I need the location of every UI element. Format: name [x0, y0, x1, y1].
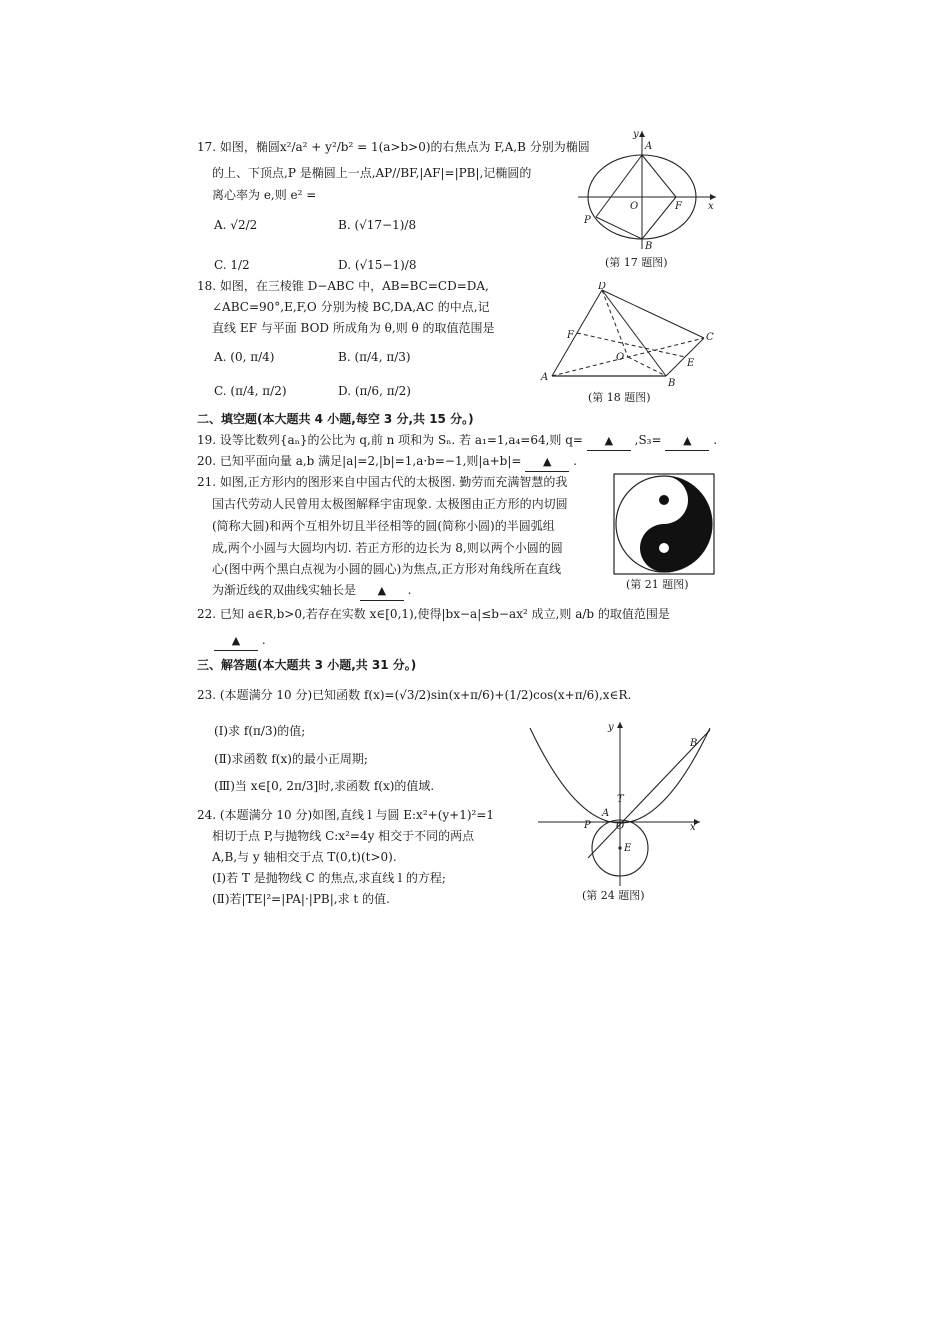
answer-mark: ▲ — [683, 434, 692, 447]
fig24-label-a: A — [602, 808, 610, 819]
fig17-label-y: y — [633, 129, 639, 140]
q18-line3: 直线 EF 与平面 BOD 所成角为 θ,则 θ 的取值范围是 — [212, 321, 495, 335]
q21-line5: 心(图中两个黑白点视为小圆的圆心)为焦点,正方形对角线所在直线 — [212, 562, 562, 576]
q18-option-d: D. (π/6, π/2) — [338, 384, 411, 398]
q21-text-post: . — [407, 583, 412, 597]
section-2-heading: 二、填空题(本大题共 4 小题,每空 3 分,共 15 分。) — [197, 412, 474, 426]
figure-21-caption: (第 21 题图) — [626, 578, 689, 591]
q24-part-1: (Ⅰ)若 T 是抛物线 C 的焦点,求直线 l 的方程; — [212, 871, 446, 885]
answer-mark: ▲ — [604, 434, 614, 447]
q20-text: 20. 已知平面向量 a,b 满足|a|=2,|b|=1,a·b=−1,则|a+b|= — [197, 454, 522, 468]
q17-option-a: A. √2/2 — [214, 218, 258, 232]
figure-17-caption: (第 17 题图) — [605, 256, 668, 269]
section-3-heading: 三、解答题(本大题共 3 小题,共 31 分。) — [197, 658, 417, 672]
fig24-label-e: E — [624, 843, 632, 854]
q23-part-1: (Ⅰ)求 f(π/3)的值; — [214, 724, 306, 738]
q24-part-2: (Ⅱ)若|TE|²=|PA|·|PB|,求 t 的值. — [212, 892, 390, 906]
fig24-label-p: P — [584, 820, 591, 831]
fig17-label-f: F — [675, 201, 682, 212]
q22-line2 — [214, 631, 266, 651]
q17-line1: 17. 如图，椭圆x²/a² + y²/b² = 1(a>b>0)的右焦点为 F,A,B 分别为椭圆 — [197, 140, 590, 154]
q24-line3: A,B,与 y 轴相交于点 T(0,t)(t>0). — [212, 850, 397, 864]
q21-line3: (简称大圆)和两个互相外切且半径相等的圆(简称小圆)的半圆弧组 — [212, 519, 555, 533]
fig18-label-e: E — [687, 358, 695, 369]
q19-text-mid: ,S₃= — [634, 433, 662, 447]
fig17-label-a: A — [645, 141, 653, 152]
q24-line2: 相切于点 P,与抛物线 C:x²=4y 相交于不同的两点 — [212, 829, 475, 843]
q18-option-a: A. (0, π/4) — [214, 350, 275, 364]
q21-line6 — [212, 581, 412, 601]
q24-line1: 24. (本题满分 10 分)如图,直线 l 与圆 E:x²+(y+1)²=1 — [197, 808, 495, 822]
q22-answer-blank — [214, 631, 258, 651]
q21-line4: 成,两个小圆与大圆均内切. 若正方形的边长为 8,则以两个小圆的圆 — [212, 541, 563, 555]
q18-line2: ∠ABC=90°,E,F,O 分别为棱 BC,DA,AC 的中点,记 — [212, 300, 490, 314]
q20 — [197, 452, 577, 472]
q20-text-post: . — [573, 454, 577, 468]
q21-line6-text: 为渐近线的双曲线实轴长是 — [212, 583, 357, 597]
q18-option-c: C. (π/4, π/2) — [214, 384, 287, 398]
figure-21-taiji — [612, 472, 716, 576]
fig17-label-x: x — [708, 201, 714, 212]
answer-mark: ▲ — [377, 584, 387, 597]
q22-text-post: . — [261, 633, 266, 647]
figure-18-tetrahedron — [538, 282, 718, 390]
fig17-label-o: O — [630, 201, 639, 212]
fig24-label-y: y — [608, 722, 614, 733]
figure-24-caption: (第 24 题图) — [582, 889, 645, 902]
fig18-label-o: O — [616, 352, 625, 363]
q21-answer-blank — [360, 581, 404, 601]
q23-part-3: (Ⅲ)当 x∈[0, 2π/3]时,求函数 f(x)的值域. — [214, 779, 435, 793]
q17-option-d: D. (√15−1)/8 — [338, 258, 417, 272]
fig18-label-d: D — [598, 282, 607, 292]
answer-mark: ▲ — [231, 634, 241, 647]
q23-stem: 23. (本题满分 10 分)已知函数 f(x)=(√3/2)sin(x+π/6)+(1/2)cos(x+π/6),x∈R. — [197, 688, 632, 702]
fig18-label-f: F — [567, 330, 574, 341]
q17-line2: 的上、下顶点,P 是椭圆上一点,AP//BF,|AF|=|PB|,记椭圆的 — [212, 166, 532, 180]
q21-line2: 国古代劳动人民曾用太极图解释宇宙现象. 太极图由正方形的内切圆 — [212, 497, 568, 511]
figure-24-parabola-circle — [528, 718, 720, 888]
q19 — [197, 431, 717, 451]
q19-text: 19. 设等比数列{aₙ}的公比为 q,前 n 项和为 Sₙ. 若 a₁=1,a₄=64,则 q= — [197, 433, 583, 447]
fig17-label-p: P — [584, 215, 591, 226]
fig24-label-o: O — [616, 821, 625, 832]
fig18-label-a: A — [541, 372, 549, 383]
q22-line1: 22. 已知 a∈R,b>0,若存在实数 x∈[0,1),使得|bx−a|≤b−ax² 成立,则 a/b 的取值范围是 — [197, 607, 670, 621]
fig24-label-x: x — [690, 822, 696, 833]
q21-line1: 21. 如图,正方形内的图形来自中国古代的太极图. 勤劳而充满智慧的我 — [197, 475, 568, 489]
fig24-label-t: T — [617, 794, 624, 805]
q19-answer-blank-s3 — [665, 431, 709, 451]
answer-mark: ▲ — [543, 455, 552, 468]
figure-18-caption: (第 18 题图) — [588, 391, 651, 404]
q19-text-post: . — [713, 433, 718, 447]
fig18-label-b: B — [668, 378, 676, 389]
figure-17-ellipse — [570, 125, 720, 253]
fig18-label-c: C — [706, 332, 714, 343]
q17-line3: 离心率为 e,则 e² = — [212, 188, 317, 202]
q18-line1: 18. 如图，在三棱锥 D−ABC 中，AB=BC=CD=DA, — [197, 279, 489, 293]
q23-part-2: (Ⅱ)求函数 f(x)的最小正周期; — [214, 752, 368, 766]
fig17-label-b: B — [645, 241, 653, 252]
q19-answer-blank-q — [587, 431, 631, 451]
q17-option-b: B. (√17−1)/8 — [338, 218, 417, 232]
fig24-label-b: B — [690, 738, 698, 749]
q17-option-c: C. 1/2 — [214, 258, 250, 272]
q20-answer-blank — [525, 452, 569, 472]
q18-option-b: B. (π/4, π/3) — [338, 350, 411, 364]
